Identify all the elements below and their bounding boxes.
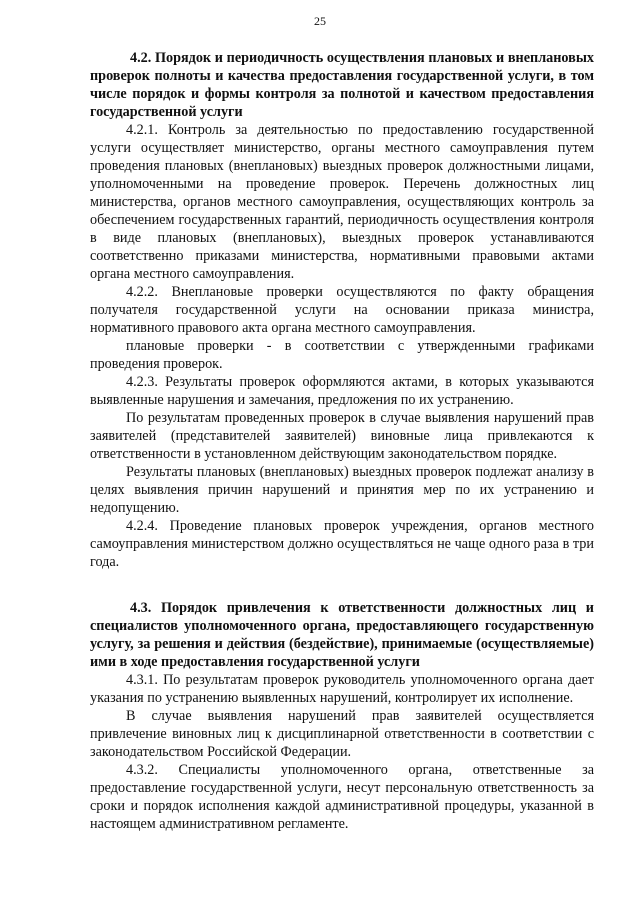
paragraph-4-3-1: 4.3.1. По результатам проверок руководитель уполномоченного органа дает указания по устранению выявленных нарушений, контролирует их исполнение.: [90, 672, 594, 706]
section-heading-4-2: 4.2. Порядок и периодичность осуществления плановых и внеплановых проверок полноты и качества предоставления государственной услуги, в том числе порядок и формы контроля за полнотой и качеством предоставления государственной услуги: [90, 50, 594, 120]
document-body: [90, 49, 594, 833]
page-number: 25: [314, 14, 326, 28]
paragraph-4-2-2: 4.2.2. Внеплановые проверки осуществляются по факту обращения получателя государственной услуги на основании приказа министра, нормативного правового акта органа местного самоуправления.: [90, 284, 594, 336]
section-heading-4-3: 4.3. Порядок привлечения к ответственности должностных лиц и специалистов уполномоченного органа, предоставляющего государственную услугу, за решения и действия (бездействие), принимаемые (осуществляемые) ими в ходе предоставления государственной услуги: [90, 600, 594, 670]
paragraph-scheduled-checks: плановые проверки - в соответствии с утвержденными графиками проведения проверок.: [90, 338, 594, 372]
paragraph-disciplinary-liability: В случае выявления нарушений прав заявителей осуществляется привлечение виновных лиц к дисциплинарной ответственности в соответствии с законодательством Российской Федерации.: [90, 708, 594, 760]
paragraph-4-2-3: 4.2.3. Результаты проверок оформляются актами, в которых указываются выявленные нарушения и замечания, предложения по их устранению.: [90, 374, 594, 408]
paragraph-violations-liability: По результатам проведенных проверок в случае выявления нарушений прав заявителей (представителей заявителей) виновные лица привлекаются к ответственности в установленном действующим законодательством порядке.: [90, 410, 594, 462]
paragraph-4-3-2: 4.3.2. Специалисты уполномоченного органа, ответственные за предоставление государственной услуги, несут персональную ответственность за сроки и порядок исполнения каждой административной процедуры, указанной в настоящем административном регламенте.: [90, 762, 594, 832]
paragraph-4-2-4: 4.2.4. Проведение плановых проверок учреждения, органов местного самоуправления министерством должно осуществляться не чаще одного раза в три года.: [90, 518, 594, 570]
section-spacer: [90, 571, 594, 599]
paragraph-results-analysis: Результаты плановых (внеплановых) выездных проверок подлежат анализу в целях выявления причин нарушений и принятия мер по их устранению и недопущению.: [90, 464, 594, 516]
paragraph-4-2-1: 4.2.1. Контроль за деятельностью по предоставлению государственной услуги осуществляет министерство, органы местного самоуправления путем проведения плановых (внеплановых) выездных проверок должностными лицами, уполномоченными на проведение проверок. Перечень должностных лиц министерства, органов местного самоуправления, осуществляющих контроль за обеспечением государственных гарантий, периодичность осуществления контроля в виде плановых (внеплановых), выездных проверок устанавливаются соответственно приказами министерства, нормативными правовыми актами органа местного самоуправления.: [90, 122, 594, 282]
